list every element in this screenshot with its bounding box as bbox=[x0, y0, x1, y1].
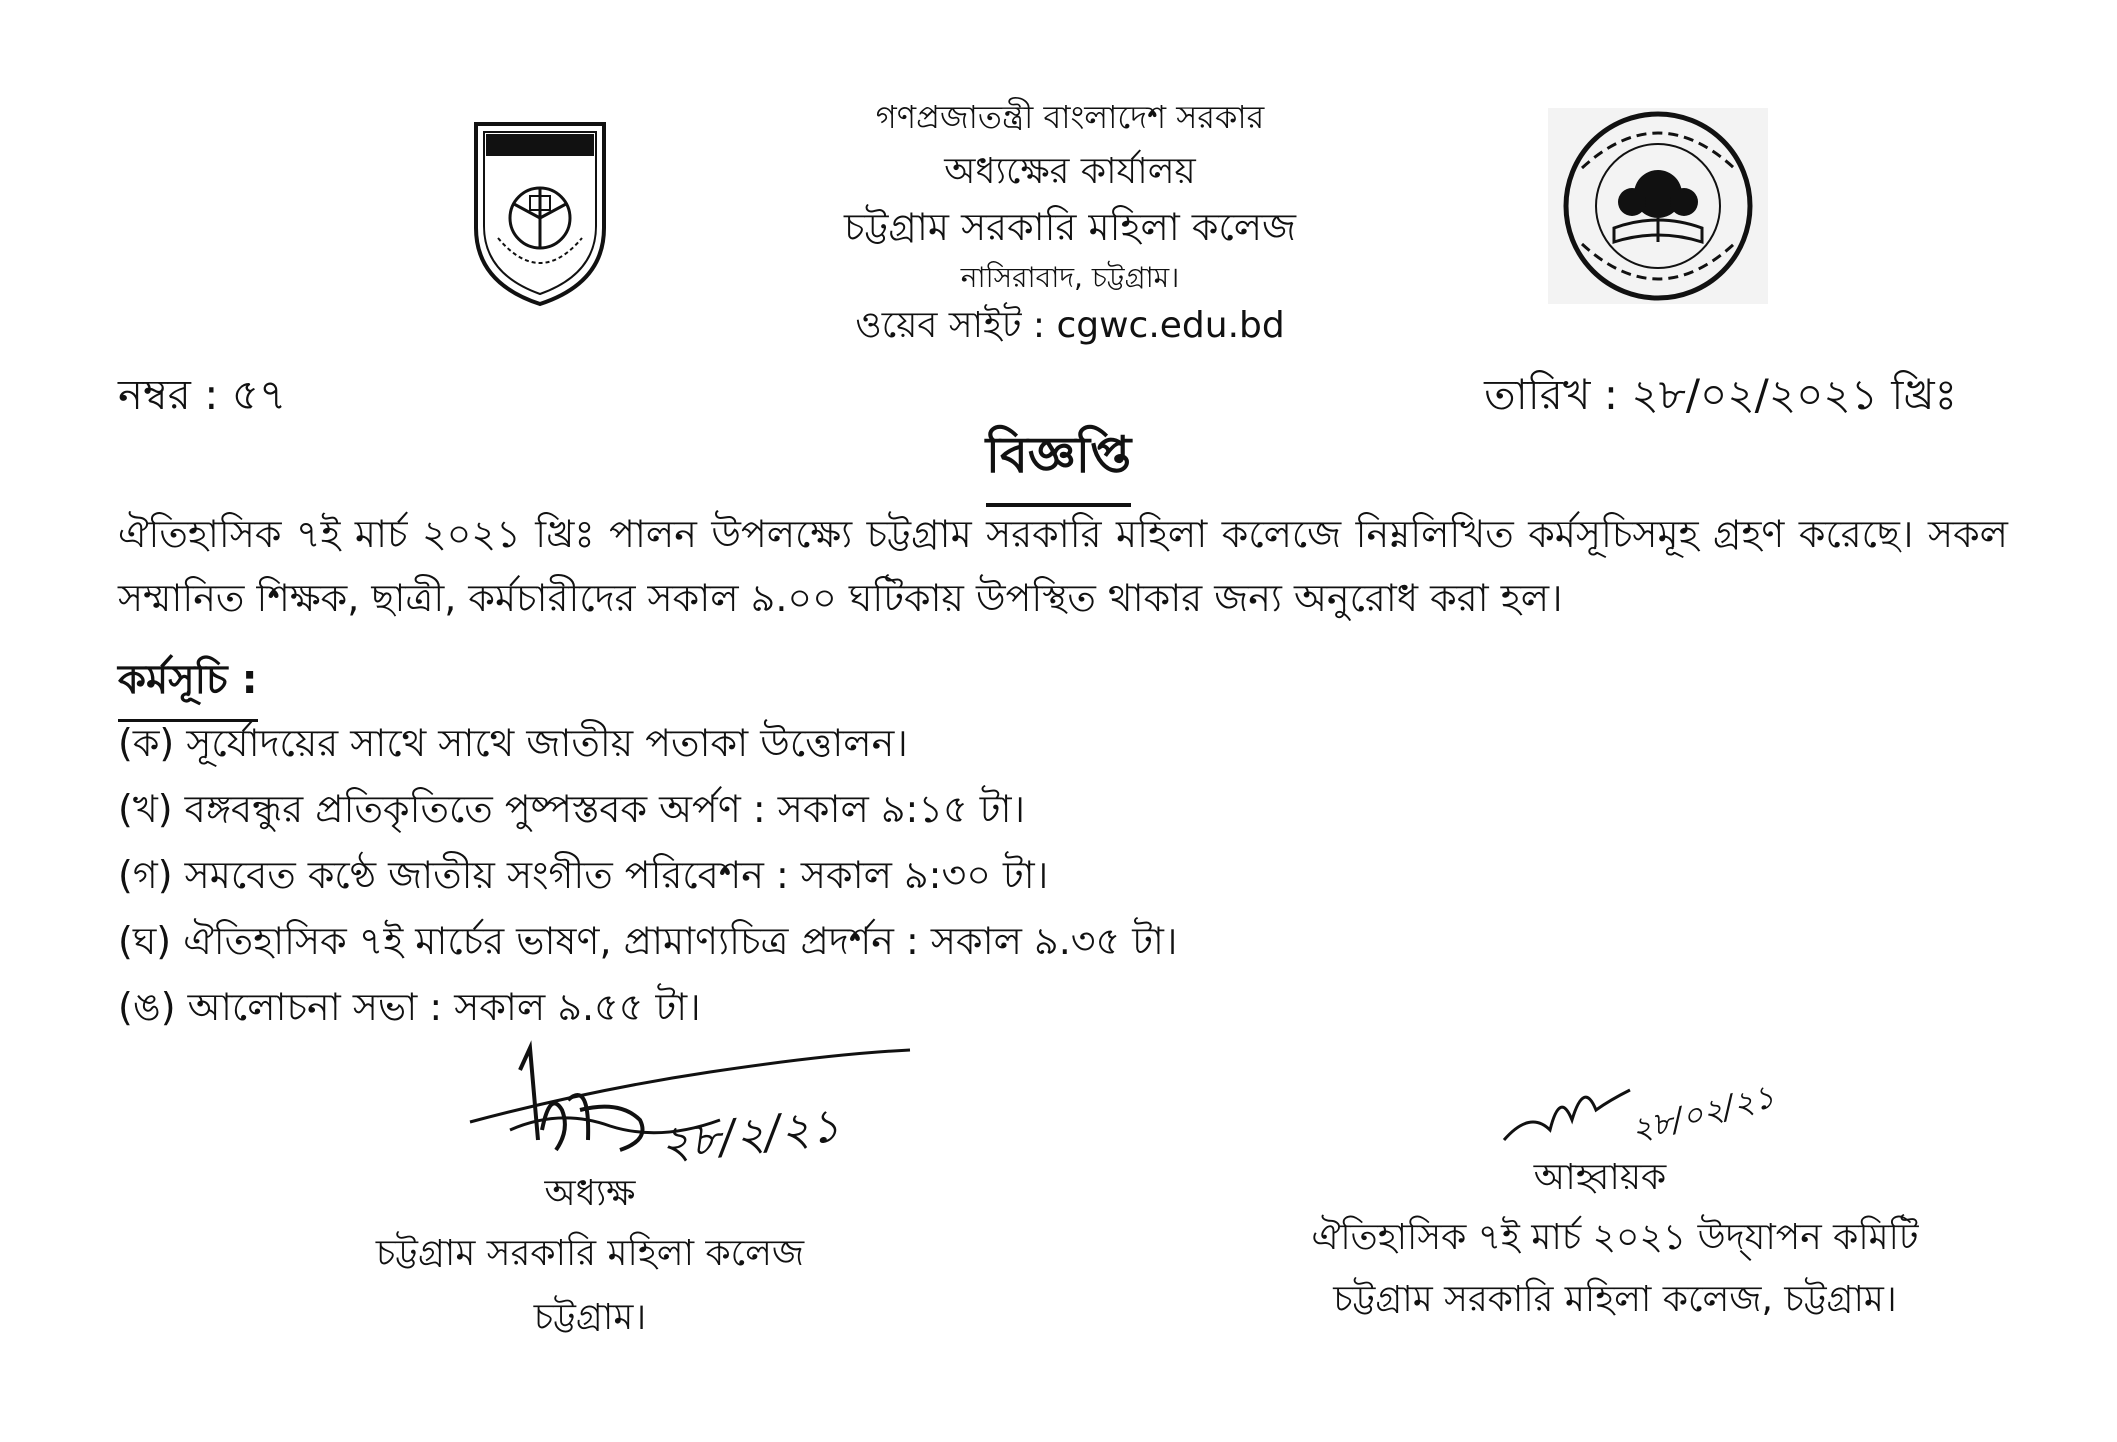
principal-place: চট্টগ্রাম। bbox=[533, 1297, 647, 1338]
convener-signature bbox=[1500, 1070, 1640, 1160]
programme-item: (ঘ) ঐতিহাসিক ৭ই মার্চের ভাষণ, প্রামাণ্যচিত্র প্রদর্শন : সকাল ৯.৩৫ টা। bbox=[118, 919, 1178, 963]
programme-list bbox=[118, 712, 1178, 1042]
notice-title: বিজ্ঞপ্তি bbox=[986, 418, 1131, 507]
website-line: ওয়েব সাইট : cgwc.edu.bd bbox=[855, 305, 1285, 346]
title-wrap bbox=[0, 418, 2117, 507]
college-crest-logo bbox=[470, 118, 610, 308]
convener-handwritten-date: ২৮/০২/২১ bbox=[1627, 1076, 1779, 1150]
programme-item: (খ) বঙ্গবন্ধুর প্রতিকৃতিতে পুষ্পস্তবক অর্পণ : সকাল ৯:১৫ টা। bbox=[118, 787, 1026, 831]
programme-heading: কর্মসূচি : bbox=[118, 648, 258, 722]
convener-org: চট্টগ্রাম সরকারি মহিলা কলেজ, চট্টগ্রাম। bbox=[1333, 1279, 1897, 1320]
shiksha-emblem-icon bbox=[1548, 108, 1768, 304]
convener-scribble-icon bbox=[1500, 1070, 1640, 1160]
shiksha-emblem-logo bbox=[1548, 108, 1768, 304]
college-crest-icon bbox=[470, 118, 610, 308]
office-line: অধ্যক্ষের কার্যালয় bbox=[944, 151, 1196, 192]
principal-role: অধ্যক্ষ bbox=[544, 1173, 636, 1214]
committee-name: ঐতিহাসিক ৭ই মার্চ ২০২১ উদ্‌যাপন কমিটি bbox=[1311, 1217, 1919, 1258]
principal-handwritten-date: ২৮/২/২১ bbox=[657, 1097, 843, 1171]
memo-date: তারিখ : ২৮/০২/২০২১ খ্রিঃ bbox=[1484, 370, 1957, 419]
programme-item: (গ) সমবেত কণ্ঠে জাতীয় সংগীত পরিবেশন : সকাল ৯:৩০ টা। bbox=[118, 853, 1049, 897]
memo-number: নম্বর : ৫৭ bbox=[118, 370, 287, 419]
convener-role: আহ্বায়ক bbox=[1533, 1157, 1667, 1198]
programme-item: (ঙ) আলোচনা সভা : সকাল ৯.৫৫ টা। bbox=[118, 985, 701, 1029]
govt-line: গণপ্রজাতন্ত্রী বাংলাদেশ সরকার bbox=[875, 98, 1265, 136]
programme-item: (ক) সূর্যোদয়ের সাথে সাথে জাতীয় পতাকা উত্তোলন। bbox=[118, 721, 908, 765]
notice-body: ঐতিহাসিক ৭ই মার্চ ২০২১ খ্রিঃ পালন উপলক্ষ্যে চট্টগ্রাম সরকারি মহিলা কলেজে নিম্নলিখিত কর্মসূচিসমূহ গ্রহণ করেছে। সকল সম্মানিত শিক্ষক, ছাত্রী, কর্মচারীদের সকাল ৯.০০ ঘটিকায় উপস্থিত থাকার জন্য অনুরোধ করা হল। bbox=[118, 512, 2008, 620]
college-name-line: চট্টগ্রাম সরকারি মহিলা কলেজ bbox=[843, 205, 1297, 249]
address-line: নাসিরাবাদ, চট্টগ্রাম। bbox=[960, 261, 1180, 294]
principal-org: চট্টগ্রাম সরকারি মহিলা কলেজ bbox=[375, 1233, 805, 1274]
